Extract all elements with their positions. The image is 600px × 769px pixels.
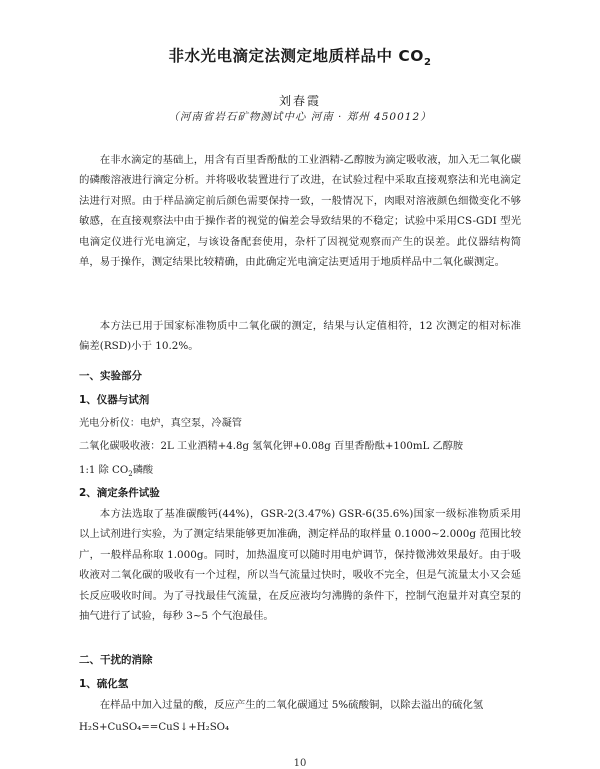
section-heading-experiment: 一、实验部分 <box>79 370 142 382</box>
paper-title: 非水光电滴定法测定地质样品中 $CO_2$ <box>168 47 432 69</box>
instrument-line: 光电分析仪：电炉，真空泵，冷凝管 <box>79 418 242 429</box>
subsection-heading-conditions: 2、滴定条件试验 <box>79 487 160 499</box>
acid-line: 1:1 除 $CO_2$磷酸 <box>79 465 154 479</box>
subsection-heading-h2s: 1、硫化氢 <box>79 678 129 690</box>
intro-paragraph: 在非水滴定的基础上，用含有百里香酚酞的工业酒精-乙醇胺为滴定吸收液，加入无二氧化碳的磷酸溶液进行滴定分析。并将吸收装置进行了改进，在试验过程中采取直接观察法和光电滴定法进行对照。由于样品滴定前后颜色需要保持一致，一般情况下，肉眼对溶液颜色细微变化不够敏感，在直接观察法中由于操作者的视觉的偏差会导致结果的不稳定；试验中采用CS-GDI 型光电滴定仪进行光电滴定，与该设备配套使用，杂杆了因视觉观察而产生的误差。此仪器结构简单，易于操作，测定结果比较精确，由此确定光电滴定法更适用于地质样品中二氧化碳测定。 <box>79 154 521 269</box>
absorbent-line: 二氧化碳吸收液：2L 工业酒精+4.8g 氢氧化钾+0.08g 百里香酚酞+100mL 乙醇胺 <box>79 441 464 452</box>
page-number: 10 <box>293 758 307 769</box>
conditions-paragraph: 本方法选取了基准碳酸钙(44%)，GSR-2(3.47%) GSR-6(35.6%)国家一级标准物质采用以上试剂进行实验，为了测定结果能够更加准确，测定样品的取样量 0.1000~2.000g 范围比较广，一般样品称取 1.000g。同时，加热温度可以随时用电炉调节，保持微沸效果最好。由于吸收液对二氧化碳的吸收有一个过程，所以当气流量过快时，吸收不完全，但是气流量太小又会延长反应吸收时间。为了寻找最佳气流量，在反应液均匀沸腾的条件下，控制气泡量并对真空泵的抽气进行了试验，每秒 3~5 个气泡最佳。 <box>79 508 521 623</box>
section-heading-interference: 二、干扰的消除 <box>79 654 153 666</box>
h2s-paragraph: 在样品中加入过量的酸，反应产生的二氧化碳通过 5%硫酸铜，以除去溢出的硫化氢 <box>99 699 484 711</box>
chemical-equation: H₂S+CuSO₄==CuS↓+H₂SO₄ <box>79 722 230 733</box>
author-affiliation: （河南省岩石矿物测试中心 河南 · 郑州 450012） <box>168 111 432 123</box>
subsection-heading-instruments: 1、仪器与试剂 <box>79 394 150 406</box>
author-name: 刘春霞 <box>278 94 321 108</box>
summary-paragraph: 本方法已用于国家标准物质中二氧化碳的测定，结果与认定值相符，12 次测定的相对标准偏差(RSD)小于 10.2%。 <box>79 320 521 353</box>
